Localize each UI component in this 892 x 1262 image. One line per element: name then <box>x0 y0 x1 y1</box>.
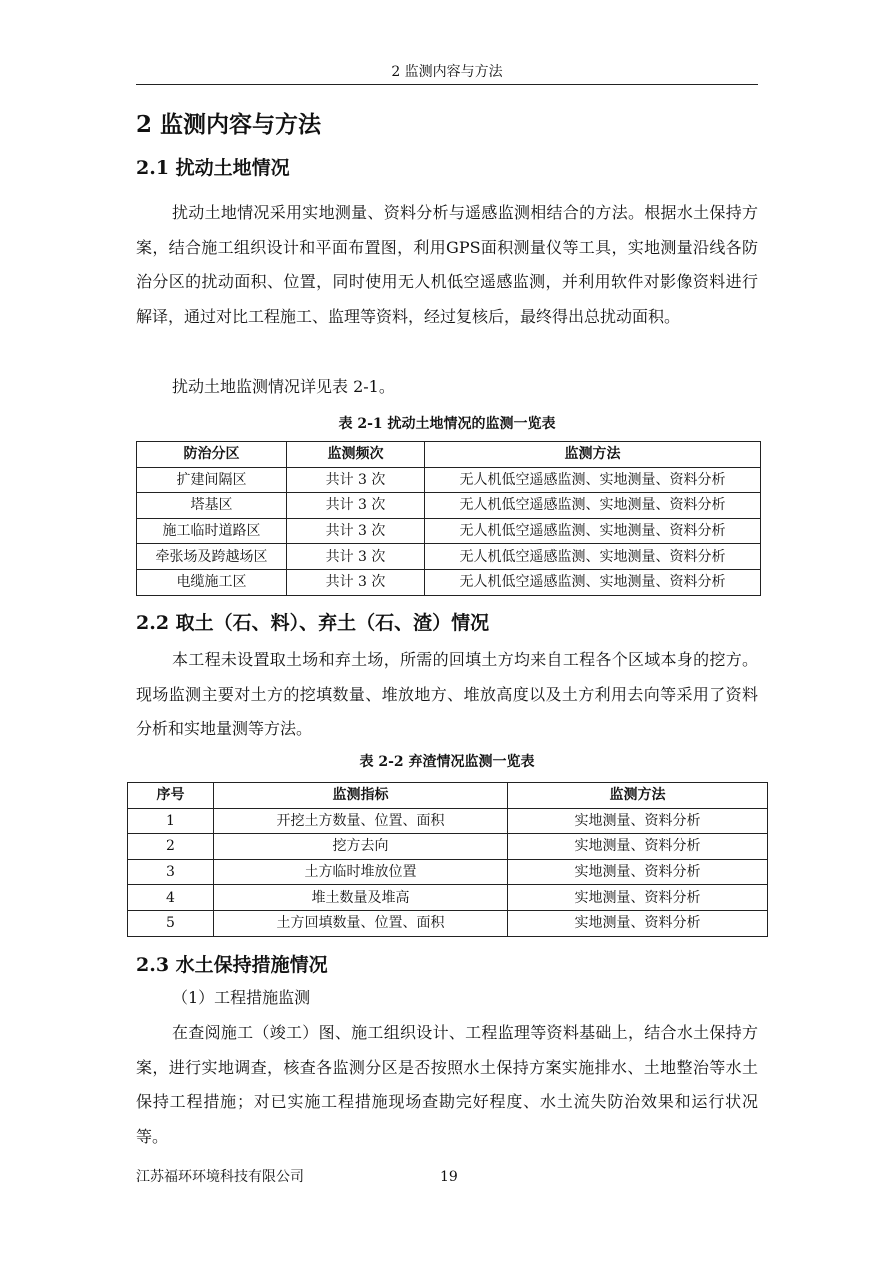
table-header-cell: 监测指标 <box>214 783 508 809</box>
table-2-caption: 表 2-2 弃渣情况监测一览表 <box>359 754 535 770</box>
table-row <box>128 859 768 885</box>
table-cell: 共计 3 次 <box>287 544 425 570</box>
table-cell: 牵张场及跨越场区 <box>137 544 287 570</box>
table-cell: 扩建间隔区 <box>137 467 287 493</box>
table-cell: 实地测量、资料分析 <box>508 885 768 911</box>
footer-company: 江苏福环环境科技有限公司 <box>136 1169 304 1185</box>
table-row <box>137 569 761 595</box>
section-2-1-table-ref: 扰动土地监测情况详见表 2-1。 <box>172 377 395 396</box>
table-cell: 无人机低空遥感监测、实地测量、资料分析 <box>425 518 761 544</box>
section-2-3-paragraph: 在查阅施工（竣工）图、施工组织设计、工程监理等资料基础上，结合水土保持方案，进行实地调查，核查各监测分区是否按照水土保持方案实施排水、土地整治等水土保持工程措施；对已实施工程措施现场查勘完好程度、水土流失防治效果和运行状况等。 <box>136 1023 758 1146</box>
table-row <box>137 518 761 544</box>
table-header-cell: 序号 <box>128 783 214 809</box>
table-1 <box>136 441 761 596</box>
section-2-1-heading: 2.1 扰动土地情况 <box>136 157 290 179</box>
section-2-3-heading: 2.3 水土保持措施情况 <box>136 954 328 976</box>
table-cell: 施工临时道路区 <box>137 518 287 544</box>
table-row <box>128 885 768 911</box>
table-row <box>128 808 768 834</box>
table-row <box>137 544 761 570</box>
table-cell: 无人机低空遥感监测、实地测量、资料分析 <box>425 569 761 595</box>
chapter-title: 2 监测内容与方法 <box>136 111 322 138</box>
table-1-caption: 表 2-1 扰动土地情况的监测一览表 <box>338 416 556 432</box>
table-cell: 1 <box>128 808 214 834</box>
table-2 <box>127 782 768 937</box>
table-cell: 挖方去向 <box>214 834 508 860</box>
table-header-cell: 监测方法 <box>425 442 761 468</box>
section-2-2-paragraph: 本工程未设置取土场和弃土场，所需的回填土方均来自工程各个区域本身的挖方。现场监测主要对土方的挖填数量、堆放地方、堆放高度以及土方利用去向等采用了资料分析和实地量测等方法。 <box>136 650 758 739</box>
table-header-row <box>128 783 768 809</box>
table-cell: 实地测量、资料分析 <box>508 808 768 834</box>
table-cell: 无人机低空遥感监测、实地测量、资料分析 <box>425 493 761 519</box>
table-header-row <box>137 442 761 468</box>
section-2-3-subheading: （1）工程措施监测 <box>172 988 311 1007</box>
table-cell: 塔基区 <box>137 493 287 519</box>
table-header-cell: 监测方法 <box>508 783 768 809</box>
table-cell: 无人机低空遥感监测、实地测量、资料分析 <box>425 467 761 493</box>
table-cell: 土方回填数量、位置、面积 <box>214 910 508 936</box>
table-row <box>137 467 761 493</box>
section-2-1-paragraph: 扰动土地情况采用实地测量、资料分析与遥感监测相结合的方法。根据水土保持方案，结合施工组织设计和平面布置图，利用GPS面积测量仪等工具，实地测量沿线各防治分区的扰动面积、位置，同时使用无人机低空遥感监测，并利用软件对影像资料进行解译，通过对比工程施工、监理等资料，经过复核后，最终得出总扰动面积。 <box>136 203 758 326</box>
footer-page-number: 19 <box>440 1169 458 1185</box>
table-cell: 共计 3 次 <box>287 467 425 493</box>
table-cell: 实地测量、资料分析 <box>508 859 768 885</box>
table-row <box>137 493 761 519</box>
table-header-cell: 防治分区 <box>137 442 287 468</box>
table-cell: 3 <box>128 859 214 885</box>
table-cell: 实地测量、资料分析 <box>508 834 768 860</box>
table-cell: 4 <box>128 885 214 911</box>
section-2-2-heading: 2.2 取土（石、料）、弃土（石、渣）情况 <box>136 612 490 634</box>
table-header-cell: 监测频次 <box>287 442 425 468</box>
table-cell: 实地测量、资料分析 <box>508 910 768 936</box>
table-cell: 无人机低空遥感监测、实地测量、资料分析 <box>425 544 761 570</box>
table-cell: 5 <box>128 910 214 936</box>
table-row <box>128 834 768 860</box>
table-cell: 电缆施工区 <box>137 569 287 595</box>
table-cell: 开挖土方数量、位置、面积 <box>214 808 508 834</box>
table-cell: 共计 3 次 <box>287 518 425 544</box>
table-cell: 土方临时堆放位置 <box>214 859 508 885</box>
table-cell: 堆土数量及堆高 <box>214 885 508 911</box>
table-cell: 2 <box>128 834 214 860</box>
table-row <box>128 910 768 936</box>
table-cell: 共计 3 次 <box>287 493 425 519</box>
page-header: 2 监测内容与方法 <box>136 62 758 85</box>
table-cell: 共计 3 次 <box>287 569 425 595</box>
